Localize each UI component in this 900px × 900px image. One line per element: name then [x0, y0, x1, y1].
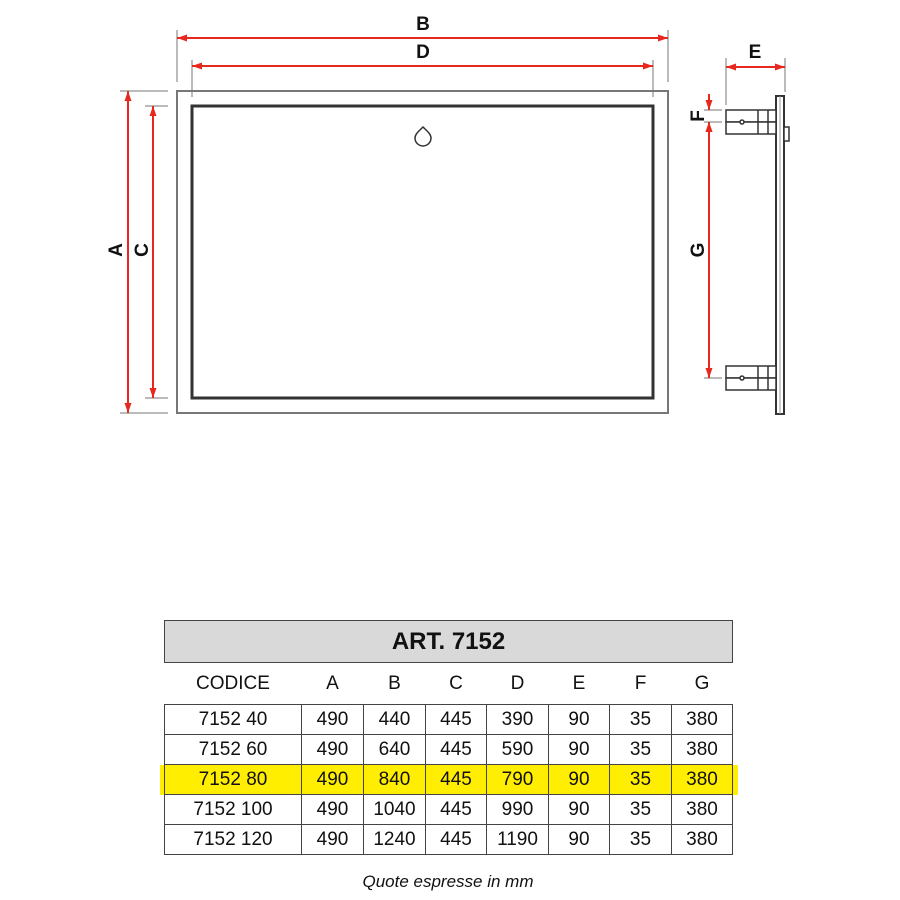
- table-cell: 1190: [487, 825, 549, 855]
- table-cell: 90: [549, 765, 610, 795]
- table-cell: 7152 40: [165, 705, 302, 735]
- dim-label-a: A: [106, 243, 127, 257]
- table-cell: 90: [549, 705, 610, 735]
- table-cell: 490: [302, 705, 364, 735]
- table-row-highlighted: [165, 765, 733, 795]
- table-cell: 590: [487, 735, 549, 765]
- table-cell: 380: [672, 735, 733, 765]
- table-cell: 1240: [364, 825, 426, 855]
- lock-icon: [415, 127, 431, 146]
- front-view: [177, 91, 668, 413]
- table-cell: 490: [302, 765, 364, 795]
- outer-frame: [177, 91, 668, 413]
- table-cell: 440: [364, 705, 426, 735]
- column-header: G: [694, 672, 710, 694]
- table-cell: 445: [426, 795, 487, 825]
- table-cell: 445: [426, 705, 487, 735]
- dim-label-b: B: [416, 14, 430, 35]
- column-header: C: [449, 672, 463, 694]
- table-cell: 35: [610, 705, 672, 735]
- dim-label-f: F: [688, 110, 709, 122]
- table-row: [165, 825, 733, 855]
- table-cell: 445: [426, 735, 487, 765]
- dim-label-e: E: [748, 42, 762, 63]
- table-cell: 490: [302, 795, 364, 825]
- inner-door: [192, 106, 653, 398]
- column-headers: [165, 663, 733, 705]
- table-cell: 35: [610, 765, 672, 795]
- table-row: [165, 705, 733, 735]
- table-cell: 490: [302, 735, 364, 765]
- extension-lines: [120, 30, 668, 413]
- column-header: D: [510, 672, 525, 694]
- table-cell: 7152 100: [165, 795, 302, 825]
- table-cell: 35: [610, 795, 672, 825]
- table-cell: 390: [487, 705, 549, 735]
- spec-table: [164, 620, 733, 855]
- dimension-arrows: [128, 38, 668, 413]
- dim-label-g: G: [688, 242, 709, 258]
- table-cell: 380: [672, 825, 733, 855]
- table-row: [165, 735, 733, 765]
- bottom-bracket: [726, 366, 776, 390]
- table-cell: 640: [364, 735, 426, 765]
- column-header: E: [572, 672, 586, 694]
- table-row: [165, 795, 733, 825]
- table-cell: 1040: [364, 795, 426, 825]
- table-cell: 380: [672, 765, 733, 795]
- dim-label-d: D: [416, 42, 430, 63]
- table-cell: 380: [672, 795, 733, 825]
- table-cell: 7152 60: [165, 735, 302, 765]
- table-cell: 35: [610, 735, 672, 765]
- top-bracket: [726, 110, 776, 134]
- table-cell: 380: [672, 705, 733, 735]
- table-cell: 90: [549, 795, 610, 825]
- table-cell: 35: [610, 825, 672, 855]
- column-header: F: [634, 672, 647, 694]
- table-cell: 790: [487, 765, 549, 795]
- column-header: A: [326, 672, 339, 694]
- table-cell: 7152 80: [165, 765, 302, 795]
- table-cell: 990: [487, 795, 549, 825]
- side-extension-lines: [704, 58, 785, 378]
- column-header: B: [388, 672, 401, 694]
- table-cell: 90: [549, 825, 610, 855]
- units-note: Quote espresse in mm: [362, 872, 534, 891]
- table-cell: 90: [549, 735, 610, 765]
- table-cell: 840: [364, 765, 426, 795]
- table-cell: 490: [302, 825, 364, 855]
- dim-label-c: C: [132, 243, 153, 257]
- side-view: [726, 96, 789, 414]
- table-cell: 7152 120: [165, 825, 302, 855]
- table-cell: 445: [426, 765, 487, 795]
- column-header: CODICE: [196, 672, 270, 694]
- side-knob: [784, 127, 789, 141]
- table-title: ART. 7152: [165, 621, 733, 663]
- table-cell: 445: [426, 825, 487, 855]
